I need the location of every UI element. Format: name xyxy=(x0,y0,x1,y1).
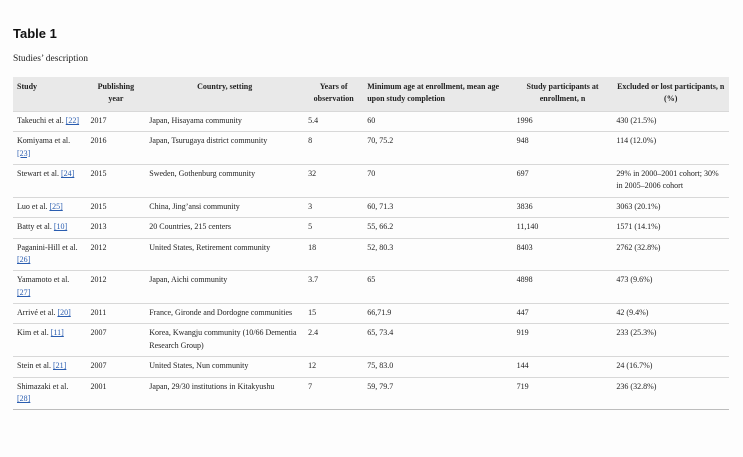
cell-country: 20 Countries, 215 centers xyxy=(149,222,232,232)
cell-excluded: 114 (12.0%) xyxy=(616,136,657,146)
cell-age: 70, 75.2 xyxy=(367,136,394,146)
table-row xyxy=(13,357,729,377)
cell-excluded: 42 (9.4%) xyxy=(616,308,649,318)
cell-participants: 948 xyxy=(516,136,529,146)
study-name: Stein et al. xyxy=(17,361,51,371)
cell-country: Sweden, Gothenburg community xyxy=(149,168,256,178)
cell-excluded: 430 (21.5%) xyxy=(616,115,657,125)
cell-country: Japan, Aichi community xyxy=(149,275,228,285)
cell-age: 75, 83.0 xyxy=(367,361,394,371)
cell-age: 65, 73.4 xyxy=(367,328,394,338)
cell-obs: 12 xyxy=(308,361,317,371)
cell-study xyxy=(13,377,86,410)
reference-link[interactable]: [27] xyxy=(17,287,31,297)
cell-excluded: 24 (16.7%) xyxy=(616,361,653,371)
cell-participants: 11,140 xyxy=(516,222,539,232)
cell-excluded: 236 (32.8%) xyxy=(616,381,657,391)
table-row xyxy=(13,111,729,131)
cell-obs: 2.4 xyxy=(308,328,319,338)
cell-obs: 5 xyxy=(308,222,313,232)
cell-age: 66,71.9 xyxy=(367,308,392,318)
header-excluded: Excluded or lost participants, n (%) xyxy=(617,82,725,104)
cell-age: 60, 71.3 xyxy=(367,201,394,211)
study-name: Arrivé et al. xyxy=(17,308,56,318)
cell-participants: 919 xyxy=(516,328,529,338)
study-name: Paganini-Hill et al. xyxy=(17,242,78,252)
studies-table xyxy=(13,77,729,410)
table-row xyxy=(13,304,729,324)
cell-obs: 7 xyxy=(308,381,313,391)
study-name: Komiyama et al. xyxy=(17,136,71,146)
study-name: Takeuchi et al. xyxy=(17,115,64,125)
study-name: Shimazaki et al. xyxy=(17,381,69,391)
cell-excluded: 473 (9.6%) xyxy=(616,275,653,285)
header-study: Study xyxy=(17,82,38,91)
cell-age: 65 xyxy=(367,275,376,285)
reference-link[interactable]: [22] xyxy=(65,115,80,125)
table-row xyxy=(13,197,729,217)
reference-link[interactable]: [24] xyxy=(60,168,75,178)
header-year: Publishing year xyxy=(97,82,135,104)
cell-excluded: 2762 (32.8%) xyxy=(616,242,661,252)
cell-year: 2001 xyxy=(90,381,107,391)
cell-year: 2012 xyxy=(90,242,107,252)
cell-participants: 1996 xyxy=(516,115,533,125)
cell-participants: 144 xyxy=(516,361,529,371)
cell-study xyxy=(13,271,86,304)
cell-obs: 5.4 xyxy=(308,115,319,125)
cell-country: Japan, Tsurugaya district community xyxy=(149,136,268,146)
cell-obs: 3.7 xyxy=(308,275,319,285)
table-row xyxy=(13,164,729,197)
cell-excluded: 3063 (20.1%) xyxy=(616,201,661,211)
cell-participants: 719 xyxy=(516,381,529,391)
cell-participants: 8403 xyxy=(516,242,533,252)
cell-year: 2007 xyxy=(90,361,107,371)
cell-obs: 18 xyxy=(308,242,317,252)
reference-link[interactable]: [11] xyxy=(50,328,64,338)
reference-link[interactable]: [20] xyxy=(57,308,71,318)
cell-year: 2007 xyxy=(90,328,107,338)
cell-study xyxy=(13,197,86,217)
reference-link[interactable]: [25] xyxy=(49,201,63,211)
cell-study xyxy=(13,304,86,324)
study-name: Yamamoto et al. xyxy=(17,275,70,285)
cell-participants: 4898 xyxy=(516,275,533,285)
cell-year: 2012 xyxy=(90,275,107,285)
cell-year: 2015 xyxy=(90,201,107,211)
reference-link[interactable]: [23] xyxy=(17,148,31,158)
study-name: Luo et al. xyxy=(17,201,48,211)
cell-country: Korea, Kwangju community (10/66 Dementia Research Group) xyxy=(149,328,297,350)
reference-link[interactable]: [26] xyxy=(17,254,31,264)
cell-excluded: 29% in 2000–2001 cohort; 30% in 2005–2006 cohort xyxy=(616,168,719,191)
reference-link[interactable]: [21] xyxy=(53,361,67,371)
cell-study xyxy=(13,164,86,197)
reference-link[interactable]: [10] xyxy=(53,222,68,232)
study-name: Stewart et al. xyxy=(17,168,59,178)
table-row xyxy=(13,377,729,410)
cell-country: United States, Nun community xyxy=(149,361,249,371)
table-row xyxy=(13,271,729,304)
cell-obs: 8 xyxy=(308,136,313,146)
cell-year: 2011 xyxy=(90,308,107,318)
cell-participants: 697 xyxy=(516,168,529,178)
table-title: Table 1 xyxy=(13,26,57,41)
cell-age: 59, 79.7 xyxy=(367,381,394,391)
cell-year: 2016 xyxy=(90,136,107,146)
cell-country: United States, Retirement community xyxy=(149,242,271,252)
cell-age: 70 xyxy=(367,168,376,178)
table-row xyxy=(13,324,729,357)
cell-age: 60 xyxy=(367,115,376,125)
cell-country: Japan, Hisayama community xyxy=(149,115,242,125)
table-row xyxy=(13,238,729,271)
table-body xyxy=(13,111,729,410)
cell-excluded: 1571 (14.1%) xyxy=(616,222,661,232)
table-row xyxy=(13,218,729,238)
cell-study xyxy=(13,111,86,131)
cell-country: China, Jing’ansi community xyxy=(149,201,240,211)
cell-age: 52, 80.3 xyxy=(367,242,394,252)
cell-participants: 447 xyxy=(516,308,529,318)
cell-obs: 32 xyxy=(308,168,317,178)
cell-study xyxy=(13,132,86,165)
header-age: Minimum age at enrollment, mean age upon study completion xyxy=(367,82,500,104)
cell-excluded: 233 (25.3%) xyxy=(616,328,657,338)
cell-country: Japan, 29/30 institutions in Kitakyushu xyxy=(149,381,275,391)
reference-link[interactable]: [28] xyxy=(17,394,31,404)
cell-study xyxy=(13,218,86,238)
cell-participants: 3836 xyxy=(516,201,533,211)
cell-year: 2015 xyxy=(90,168,107,178)
cell-year: 2017 xyxy=(90,115,107,125)
cell-country: France, Gironde and Dordogne communities xyxy=(149,308,293,318)
table-row xyxy=(13,132,729,165)
cell-age: 55, 66.2 xyxy=(367,222,394,232)
cell-study xyxy=(13,238,86,271)
header-observation: Years of observation xyxy=(313,82,354,104)
header-row xyxy=(13,77,729,111)
cell-year: 2013 xyxy=(90,222,107,232)
header-participants: Study participants at enrollment, n xyxy=(526,82,599,104)
study-name: Batty et al. xyxy=(17,222,52,232)
cell-study xyxy=(13,357,86,377)
cell-obs: 3 xyxy=(308,201,313,211)
table-caption: Studies’ description xyxy=(13,54,89,64)
header-country: Country, setting xyxy=(197,82,253,91)
cell-obs: 15 xyxy=(308,308,317,318)
study-name: Kim et al. xyxy=(17,328,49,338)
cell-study xyxy=(13,324,86,357)
